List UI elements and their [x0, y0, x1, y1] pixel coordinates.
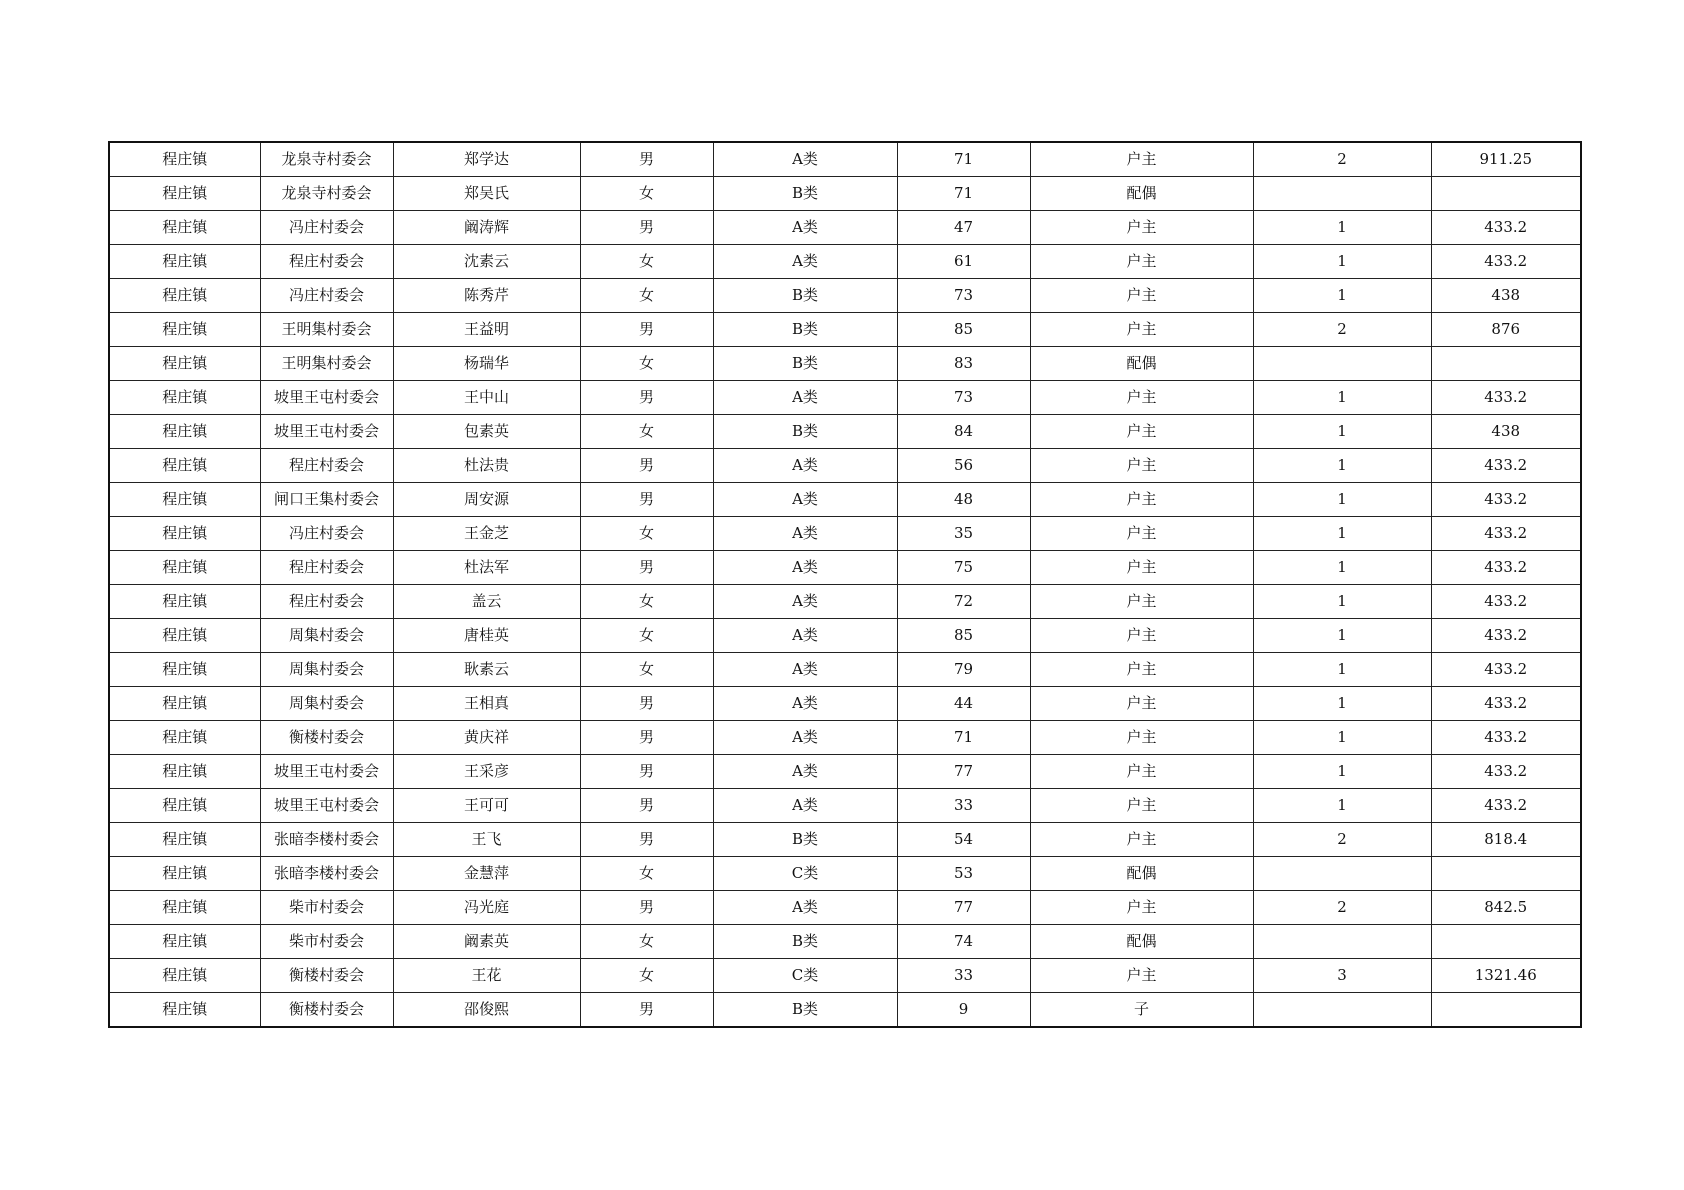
town-cell: 程庄镇	[109, 619, 260, 653]
age-cell: 85	[897, 619, 1030, 653]
household-size-cell: 1	[1253, 245, 1431, 279]
village-cell: 程庄村委会	[260, 449, 393, 483]
village-cell: 冯庄村委会	[260, 279, 393, 313]
category-cell: B类	[713, 347, 897, 381]
age-cell: 56	[897, 449, 1030, 483]
household-size-cell: 2	[1253, 313, 1431, 347]
village-cell: 坡里王屯村委会	[260, 415, 393, 449]
category-cell: B类	[713, 415, 897, 449]
town-cell: 程庄镇	[109, 347, 260, 381]
name-cell: 王中山	[393, 381, 580, 415]
amount-cell: 842.5	[1431, 891, 1581, 925]
amount-cell: 433.2	[1431, 619, 1581, 653]
table-row	[109, 789, 1581, 823]
age-cell: 72	[897, 585, 1030, 619]
town-cell: 程庄镇	[109, 755, 260, 789]
table-row	[109, 755, 1581, 789]
age-cell: 33	[897, 789, 1030, 823]
amount-cell: 433.2	[1431, 211, 1581, 245]
name-cell: 王相真	[393, 687, 580, 721]
name-cell: 陈秀芹	[393, 279, 580, 313]
town-cell: 程庄镇	[109, 483, 260, 517]
relation-cell: 户主	[1030, 891, 1253, 925]
table-body	[109, 142, 1581, 1027]
age-cell: 73	[897, 279, 1030, 313]
town-cell: 程庄镇	[109, 857, 260, 891]
age-cell: 71	[897, 142, 1030, 177]
amount-cell	[1431, 347, 1581, 381]
village-cell: 王明集村委会	[260, 313, 393, 347]
gender-cell: 女	[580, 415, 713, 449]
table-row	[109, 381, 1581, 415]
category-cell: C类	[713, 959, 897, 993]
village-cell: 周集村委会	[260, 687, 393, 721]
household-size-cell: 1	[1253, 449, 1431, 483]
category-cell: A类	[713, 211, 897, 245]
name-cell: 阚涛辉	[393, 211, 580, 245]
table-row	[109, 142, 1581, 177]
gender-cell: 女	[580, 347, 713, 381]
household-size-cell: 1	[1253, 619, 1431, 653]
gender-cell: 女	[580, 517, 713, 551]
table-row	[109, 313, 1581, 347]
name-cell: 沈素云	[393, 245, 580, 279]
gender-cell: 女	[580, 279, 713, 313]
village-cell: 柴市村委会	[260, 891, 393, 925]
table-row	[109, 211, 1581, 245]
amount-cell	[1431, 925, 1581, 959]
gender-cell: 男	[580, 891, 713, 925]
household-size-cell: 2	[1253, 891, 1431, 925]
amount-cell: 433.2	[1431, 721, 1581, 755]
amount-cell	[1431, 177, 1581, 211]
table-row	[109, 823, 1581, 857]
name-cell: 杨瑞华	[393, 347, 580, 381]
name-cell: 邵俊熙	[393, 993, 580, 1028]
name-cell: 王益明	[393, 313, 580, 347]
gender-cell: 男	[580, 313, 713, 347]
category-cell: A类	[713, 585, 897, 619]
relation-cell: 户主	[1030, 755, 1253, 789]
name-cell: 黄庆祥	[393, 721, 580, 755]
gender-cell: 男	[580, 823, 713, 857]
name-cell: 王可可	[393, 789, 580, 823]
town-cell: 程庄镇	[109, 585, 260, 619]
age-cell: 71	[897, 177, 1030, 211]
gender-cell: 男	[580, 551, 713, 585]
gender-cell: 女	[580, 925, 713, 959]
gender-cell: 男	[580, 993, 713, 1028]
category-cell: A类	[713, 619, 897, 653]
relation-cell: 户主	[1030, 381, 1253, 415]
category-cell: B类	[713, 993, 897, 1028]
household-size-cell: 1	[1253, 721, 1431, 755]
amount-cell: 911.25	[1431, 142, 1581, 177]
town-cell: 程庄镇	[109, 959, 260, 993]
name-cell: 王飞	[393, 823, 580, 857]
age-cell: 47	[897, 211, 1030, 245]
table-row	[109, 449, 1581, 483]
category-cell: C类	[713, 857, 897, 891]
amount-cell: 818.4	[1431, 823, 1581, 857]
gender-cell: 女	[580, 177, 713, 211]
household-size-cell	[1253, 177, 1431, 211]
household-size-cell: 2	[1253, 823, 1431, 857]
town-cell: 程庄镇	[109, 823, 260, 857]
amount-cell: 433.2	[1431, 381, 1581, 415]
age-cell: 48	[897, 483, 1030, 517]
village-cell: 柴市村委会	[260, 925, 393, 959]
gender-cell: 男	[580, 721, 713, 755]
relation-cell: 子	[1030, 993, 1253, 1028]
name-cell: 王花	[393, 959, 580, 993]
household-size-cell: 1	[1253, 755, 1431, 789]
name-cell: 王金芝	[393, 517, 580, 551]
town-cell: 程庄镇	[109, 211, 260, 245]
village-cell: 程庄村委会	[260, 245, 393, 279]
category-cell: A类	[713, 687, 897, 721]
name-cell: 包素英	[393, 415, 580, 449]
amount-cell: 433.2	[1431, 755, 1581, 789]
category-cell: A类	[713, 142, 897, 177]
category-cell: B类	[713, 177, 897, 211]
household-size-cell: 1	[1253, 517, 1431, 551]
category-cell: B类	[713, 313, 897, 347]
household-size-cell: 1	[1253, 483, 1431, 517]
village-cell: 张暗李楼村委会	[260, 823, 393, 857]
relation-cell: 户主	[1030, 551, 1253, 585]
amount-cell: 876	[1431, 313, 1581, 347]
town-cell: 程庄镇	[109, 142, 260, 177]
town-cell: 程庄镇	[109, 517, 260, 551]
town-cell: 程庄镇	[109, 245, 260, 279]
gender-cell: 男	[580, 789, 713, 823]
beneficiary-table	[108, 141, 1582, 1028]
relation-cell: 户主	[1030, 449, 1253, 483]
amount-cell: 433.2	[1431, 449, 1581, 483]
relation-cell: 户主	[1030, 687, 1253, 721]
household-size-cell	[1253, 857, 1431, 891]
name-cell: 杜法贵	[393, 449, 580, 483]
village-cell: 周集村委会	[260, 619, 393, 653]
town-cell: 程庄镇	[109, 993, 260, 1028]
amount-cell: 433.2	[1431, 687, 1581, 721]
relation-cell: 户主	[1030, 653, 1253, 687]
town-cell: 程庄镇	[109, 279, 260, 313]
relation-cell: 户主	[1030, 585, 1253, 619]
relation-cell: 户主	[1030, 959, 1253, 993]
relation-cell: 配偶	[1030, 857, 1253, 891]
village-cell: 衡楼村委会	[260, 721, 393, 755]
town-cell: 程庄镇	[109, 891, 260, 925]
village-cell: 坡里王屯村委会	[260, 789, 393, 823]
category-cell: B类	[713, 823, 897, 857]
household-size-cell	[1253, 347, 1431, 381]
name-cell: 金慧萍	[393, 857, 580, 891]
table-row	[109, 585, 1581, 619]
amount-cell: 433.2	[1431, 483, 1581, 517]
relation-cell: 配偶	[1030, 177, 1253, 211]
town-cell: 程庄镇	[109, 381, 260, 415]
relation-cell: 户主	[1030, 142, 1253, 177]
age-cell: 35	[897, 517, 1030, 551]
village-cell: 程庄村委会	[260, 585, 393, 619]
village-cell: 坡里王屯村委会	[260, 381, 393, 415]
amount-cell	[1431, 993, 1581, 1028]
name-cell: 阚素英	[393, 925, 580, 959]
household-size-cell: 3	[1253, 959, 1431, 993]
age-cell: 77	[897, 891, 1030, 925]
category-cell: A类	[713, 653, 897, 687]
table-row	[109, 687, 1581, 721]
amount-cell: 433.2	[1431, 585, 1581, 619]
relation-cell: 户主	[1030, 619, 1253, 653]
household-size-cell: 1	[1253, 585, 1431, 619]
age-cell: 54	[897, 823, 1030, 857]
amount-cell: 433.2	[1431, 245, 1581, 279]
town-cell: 程庄镇	[109, 449, 260, 483]
gender-cell: 女	[580, 245, 713, 279]
household-size-cell	[1253, 993, 1431, 1028]
amount-cell: 1321.46	[1431, 959, 1581, 993]
relation-cell: 户主	[1030, 789, 1253, 823]
amount-cell	[1431, 857, 1581, 891]
table-row	[109, 891, 1581, 925]
amount-cell: 433.2	[1431, 551, 1581, 585]
table-row	[109, 653, 1581, 687]
gender-cell: 女	[580, 653, 713, 687]
name-cell: 郑吴氏	[393, 177, 580, 211]
gender-cell: 男	[580, 142, 713, 177]
age-cell: 44	[897, 687, 1030, 721]
age-cell: 71	[897, 721, 1030, 755]
town-cell: 程庄镇	[109, 789, 260, 823]
name-cell: 耿素云	[393, 653, 580, 687]
name-cell: 周安源	[393, 483, 580, 517]
table-row	[109, 721, 1581, 755]
household-size-cell: 1	[1253, 415, 1431, 449]
category-cell: A类	[713, 517, 897, 551]
category-cell: A类	[713, 381, 897, 415]
household-size-cell: 1	[1253, 789, 1431, 823]
name-cell: 盖云	[393, 585, 580, 619]
town-cell: 程庄镇	[109, 415, 260, 449]
village-cell: 程庄村委会	[260, 551, 393, 585]
category-cell: A类	[713, 891, 897, 925]
category-cell: A类	[713, 721, 897, 755]
amount-cell: 433.2	[1431, 653, 1581, 687]
household-size-cell: 1	[1253, 279, 1431, 313]
household-size-cell: 1	[1253, 551, 1431, 585]
amount-cell: 433.2	[1431, 517, 1581, 551]
household-size-cell: 1	[1253, 211, 1431, 245]
amount-cell: 438	[1431, 415, 1581, 449]
amount-cell: 433.2	[1431, 789, 1581, 823]
age-cell: 83	[897, 347, 1030, 381]
category-cell: A类	[713, 245, 897, 279]
name-cell: 王采彦	[393, 755, 580, 789]
gender-cell: 男	[580, 381, 713, 415]
category-cell: B类	[713, 925, 897, 959]
table-row	[109, 483, 1581, 517]
town-cell: 程庄镇	[109, 653, 260, 687]
household-size-cell: 1	[1253, 687, 1431, 721]
village-cell: 王明集村委会	[260, 347, 393, 381]
gender-cell: 男	[580, 211, 713, 245]
village-cell: 闸口王集村委会	[260, 483, 393, 517]
table-row	[109, 415, 1581, 449]
village-cell: 龙泉寺村委会	[260, 142, 393, 177]
table-row	[109, 517, 1581, 551]
age-cell: 53	[897, 857, 1030, 891]
table-row	[109, 993, 1581, 1028]
table-row	[109, 279, 1581, 313]
category-cell: A类	[713, 755, 897, 789]
household-size-cell	[1253, 925, 1431, 959]
town-cell: 程庄镇	[109, 925, 260, 959]
age-cell: 73	[897, 381, 1030, 415]
village-cell: 张暗李楼村委会	[260, 857, 393, 891]
age-cell: 79	[897, 653, 1030, 687]
village-cell: 龙泉寺村委会	[260, 177, 393, 211]
table-row	[109, 177, 1581, 211]
relation-cell: 户主	[1030, 245, 1253, 279]
age-cell: 85	[897, 313, 1030, 347]
village-cell: 衡楼村委会	[260, 959, 393, 993]
amount-cell: 438	[1431, 279, 1581, 313]
village-cell: 冯庄村委会	[260, 211, 393, 245]
gender-cell: 女	[580, 619, 713, 653]
category-cell: A类	[713, 789, 897, 823]
age-cell: 77	[897, 755, 1030, 789]
relation-cell: 配偶	[1030, 925, 1253, 959]
category-cell: A类	[713, 449, 897, 483]
town-cell: 程庄镇	[109, 721, 260, 755]
gender-cell: 女	[580, 585, 713, 619]
relation-cell: 户主	[1030, 823, 1253, 857]
age-cell: 33	[897, 959, 1030, 993]
gender-cell: 男	[580, 755, 713, 789]
age-cell: 61	[897, 245, 1030, 279]
name-cell: 郑学达	[393, 142, 580, 177]
household-size-cell: 2	[1253, 142, 1431, 177]
relation-cell: 户主	[1030, 415, 1253, 449]
table-row	[109, 959, 1581, 993]
relation-cell: 户主	[1030, 721, 1253, 755]
gender-cell: 男	[580, 483, 713, 517]
name-cell: 唐桂英	[393, 619, 580, 653]
household-size-cell: 1	[1253, 653, 1431, 687]
relation-cell: 配偶	[1030, 347, 1253, 381]
gender-cell: 女	[580, 959, 713, 993]
village-cell: 冯庄村委会	[260, 517, 393, 551]
town-cell: 程庄镇	[109, 551, 260, 585]
gender-cell: 男	[580, 687, 713, 721]
gender-cell: 男	[580, 449, 713, 483]
relation-cell: 户主	[1030, 313, 1253, 347]
table-row	[109, 857, 1581, 891]
household-size-cell: 1	[1253, 381, 1431, 415]
table-row	[109, 551, 1581, 585]
category-cell: A类	[713, 483, 897, 517]
town-cell: 程庄镇	[109, 687, 260, 721]
village-cell: 衡楼村委会	[260, 993, 393, 1028]
name-cell: 冯光庭	[393, 891, 580, 925]
category-cell: B类	[713, 279, 897, 313]
name-cell: 杜法军	[393, 551, 580, 585]
village-cell: 周集村委会	[260, 653, 393, 687]
age-cell: 74	[897, 925, 1030, 959]
town-cell: 程庄镇	[109, 177, 260, 211]
relation-cell: 户主	[1030, 483, 1253, 517]
table-row	[109, 925, 1581, 959]
relation-cell: 户主	[1030, 279, 1253, 313]
table-row	[109, 245, 1581, 279]
town-cell: 程庄镇	[109, 313, 260, 347]
gender-cell: 女	[580, 857, 713, 891]
category-cell: A类	[713, 551, 897, 585]
age-cell: 75	[897, 551, 1030, 585]
village-cell: 坡里王屯村委会	[260, 755, 393, 789]
age-cell: 84	[897, 415, 1030, 449]
relation-cell: 户主	[1030, 211, 1253, 245]
age-cell: 9	[897, 993, 1030, 1028]
table-row	[109, 619, 1581, 653]
table-row	[109, 347, 1581, 381]
relation-cell: 户主	[1030, 517, 1253, 551]
